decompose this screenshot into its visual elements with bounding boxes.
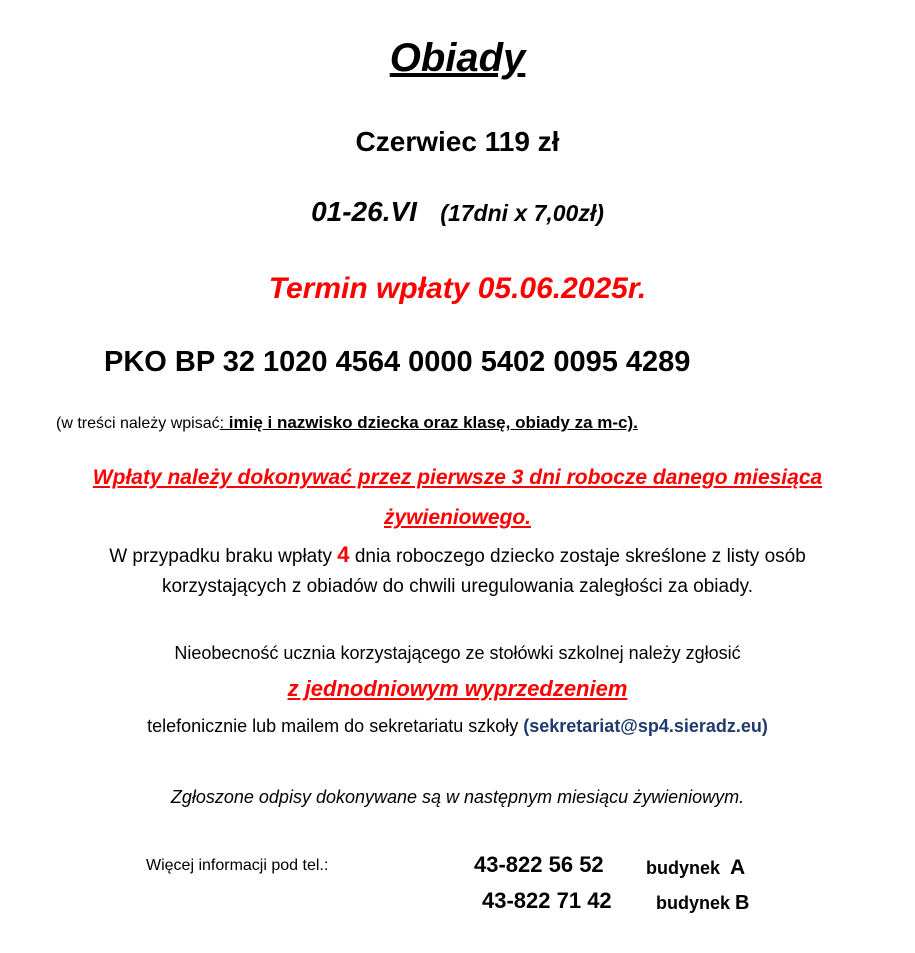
refunds-note: Zgłoszone odpisy dokonywane są w następnym miesiącu żywieniowym.: [170, 787, 745, 807]
building-b-letter: B: [735, 892, 750, 914]
building-a-word: budynek: [646, 858, 721, 878]
no-payment-day-number: 4: [337, 542, 350, 567]
bank-account: PKO BP 32 1020 4564 0000 5402 0095 4289: [104, 346, 691, 378]
period-range: 01-26.VI: [311, 196, 417, 227]
payment-deadline: Termin wpłaty 05.06.2025r.: [268, 272, 647, 305]
phone-building-a[interactable]: 43-822 56 52: [474, 852, 604, 877]
transfer-note: [56, 413, 638, 433]
absence-line-3: [0, 716, 915, 737]
phone-building-b[interactable]: 43-822 71 42: [482, 888, 612, 913]
transfer-note-colon: :: [219, 415, 225, 432]
absence-notice-emphasis: z jednodniowym wyprzedzeniem: [287, 676, 628, 701]
transfer-note-prefix: (w treści należy wpisać: [56, 415, 220, 432]
period-calculation: (17dni x 7,00zł): [440, 200, 604, 226]
no-payment-line-2: korzystających z obiadów do chwili uregulowania zaległości za obiady.: [161, 576, 754, 597]
payment-rule-line-1: Wpłaty należy dokonywać przez pierwsze 3 dni robocze danego miesiąca: [92, 466, 823, 489]
absence-line-1: Nieobecność ucznia korzystającego ze stołówki szkolnej należy zgłosić: [174, 643, 741, 663]
payment-rule-line-2: żywieniowego.: [383, 506, 532, 529]
billing-period: [0, 196, 915, 228]
no-payment-before: W przypadku braku wpłaty: [109, 546, 338, 567]
secretariat-email[interactable]: (sekretariat@sp4.sieradz.eu): [523, 716, 768, 736]
building-b-label: [656, 892, 749, 915]
contact-label: Więcej informacji pod tel.:: [146, 857, 329, 874]
month-price: Czerwiec 119 zł: [355, 126, 560, 157]
building-a-letter: A: [730, 856, 746, 879]
building-b-word: budynek: [656, 893, 731, 913]
no-payment-after: dnia roboczego dziecko zostaje skreślone z listy osób: [349, 546, 806, 567]
transfer-note-content: imię i nazwisko dziecka oraz klasę, obiady za m-c).: [224, 413, 638, 432]
building-a-label: [646, 856, 745, 880]
no-payment-line-1: [0, 542, 915, 568]
absence-contact-text: telefonicznie lub mailem do sekretariatu szkoły: [147, 716, 524, 736]
page-title: Obiady: [389, 36, 526, 80]
